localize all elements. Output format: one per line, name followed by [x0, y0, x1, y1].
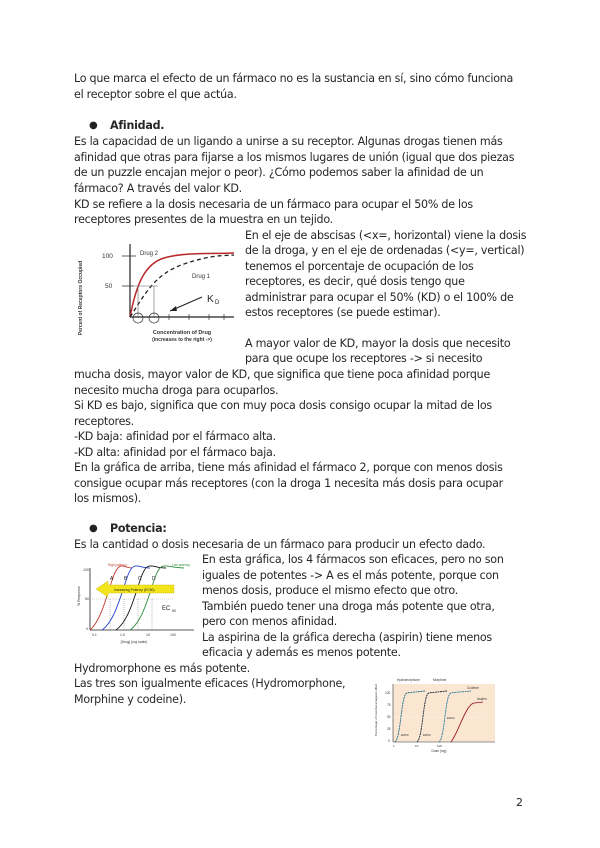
svg-text:Increasing Potency (EC50): Increasing Potency (EC50)	[114, 588, 155, 592]
afinidad-line: afinidad que otras para fijarse a los mismos lugares de unión (igual que dos piezas	[74, 151, 515, 164]
svg-text:(increases to the right ->): (increases to the right ->)	[152, 337, 212, 343]
svg-text:K: K	[207, 294, 214, 305]
afinidad-side-line: receptores, es decir, qué dosis tengo que	[245, 275, 465, 288]
svg-text:Drug 2: Drug 2	[140, 251, 159, 257]
svg-text:EC: EC	[162, 606, 171, 612]
afinidad-line: -KD baja: afinidad por el fármaco alta.	[74, 430, 276, 443]
potencia-side-line: También puedo tener una droga más potente que otra,	[202, 600, 495, 613]
svg-text:A: A	[110, 576, 114, 582]
svg-text:50: 50	[85, 597, 89, 601]
ylabel: Percent of Receptors Occupied	[78, 260, 84, 336]
svg-text:10: 10	[146, 633, 150, 637]
svg-text:C: C	[138, 576, 142, 582]
potencia-side-line: En esta gráfica, los 4 fármacos son eficaces, pero no son	[202, 553, 504, 566]
svg-text:25: 25	[387, 727, 391, 731]
svg-text:% Response: % Response	[77, 586, 81, 606]
afinidad-line: Es la capacidad de un ligando a unirse a su receptor. Algunas drogas tienen más	[74, 135, 503, 148]
potencia-side-line: menos dosis, produce el mismo efecto que otro.	[202, 584, 458, 597]
page-number: 2	[516, 796, 523, 809]
svg-text:Low potency: Low potency	[172, 563, 190, 567]
afinidad-side-line: En el eje de abscisas (<x=, horizontal) viene la dosis	[245, 229, 527, 242]
afinidad-side-line: estos receptores (se puede estimar).	[245, 306, 441, 319]
svg-text:100: 100	[102, 253, 113, 260]
svg-text:D: D	[152, 576, 156, 582]
afinidad-side-line: de la droga, y en el eje de ordenadas (<y=, vertical)	[245, 244, 525, 257]
svg-text:Drug 1: Drug 1	[192, 274, 211, 280]
afinidad-side-line: administrar para ocupar el 50% (KD) o el 100% de	[245, 291, 514, 304]
potencia-line: Las tres son igualmente eficaces (Hydromorphone,	[74, 677, 346, 690]
svg-text:1: 1	[393, 744, 395, 748]
svg-text:50: 50	[387, 715, 391, 719]
intro-line-1: Lo que marca el efecto de un fármaco no es la sustancia en sí, sino cómo funciona	[74, 72, 514, 85]
heading-afinidad: Afinidad.	[110, 119, 165, 132]
svg-text:10: 10	[415, 744, 419, 748]
svg-text:[Drug] (log scale): [Drug] (log scale)	[120, 640, 148, 644]
svg-text:Concentration of Drug: Concentration of Drug	[152, 330, 212, 336]
receptor-occupancy-figure	[74, 236, 242, 358]
heading-potencia: Potencia:	[110, 522, 167, 535]
potencia-line: Hydromorphone es más potente.	[74, 662, 250, 675]
svg-text:1.0: 1.0	[120, 633, 125, 637]
svg-text:100: 100	[170, 633, 176, 637]
svg-text:Percentage of maximal analgesi: Percentage of maximal analgesic effect	[374, 683, 378, 736]
afinidad-line: de un puzzle encajan mejor o peor). ¿Cómo podemos saber la afinidad de un	[74, 166, 484, 179]
svg-text:0: 0	[86, 627, 88, 631]
potencia-side-line: eficacia y además es menos potente.	[202, 646, 401, 659]
intro-line-2: el receptor sobre el que actúa.	[74, 88, 237, 101]
afinidad-line: necesito mucha droga para ocuparlos.	[74, 384, 279, 397]
afinidad-side-line: para que ocupe los receptores -> si necesito	[245, 352, 483, 365]
svg-text:Dose (mg): Dose (mg)	[431, 749, 447, 753]
svg-text:ED50: ED50	[423, 733, 431, 737]
svg-text:75: 75	[387, 703, 391, 707]
afinidad-line: fármaco? A través del valor KD.	[74, 182, 242, 195]
potencia-side-line: iguales de potentes -> A es el más potente, porque con	[202, 569, 499, 582]
svg-text:ED50: ED50	[447, 716, 455, 720]
afinidad-line: los mismos).	[74, 492, 142, 505]
afinidad-line: consigue ocupar más receptores (con la droga 1 necesita más dosis para ocupar	[74, 477, 503, 490]
svg-text:Hydromorphone: Hydromorphone	[397, 678, 420, 682]
potencia-side-line: La aspirina de la gráfica derecha (aspirin) tiene menos	[202, 631, 492, 644]
svg-text:Aspirin: Aspirin	[477, 697, 487, 701]
afinidad-line: KD se refiere a la dosis necesaria de un fármaco para ocupar el 50% de los	[74, 198, 473, 211]
afinidad-line: En la gráfica de arriba, tiene más afinidad el fármaco 2, porque con menos dosis	[74, 461, 503, 474]
afinidad-side-line: tenemos el porcentaje de ocupación de los	[245, 260, 474, 273]
svg-text:Morphine: Morphine	[433, 678, 447, 682]
svg-text:B: B	[124, 576, 128, 582]
potencia-line: Es la cantidad o dosis necesaria de un fármaco para producir un efecto dado.	[74, 538, 486, 551]
bullet-icon: ●	[89, 523, 98, 534]
svg-text:100: 100	[83, 568, 89, 572]
svg-text:D: D	[215, 300, 220, 306]
potencia-side-line: pero con menos afinidad.	[202, 615, 338, 628]
potencia-line: Morphine y codeine).	[74, 693, 187, 706]
afinidad-line: receptores presentes de la muestra en un tejido.	[74, 213, 333, 226]
opioid-dose-response-figure	[355, 672, 505, 754]
svg-text:100: 100	[437, 744, 443, 748]
drug2-curve	[130, 253, 234, 317]
svg-text:100: 100	[385, 691, 391, 695]
afinidad-line: mucha dosis, mayor valor de KD, que significa que tiene poca afinidad porque	[74, 368, 491, 381]
svg-text:Codeine: Codeine	[467, 686, 479, 690]
afinidad-line: Si KD es bajo, significa que con muy poca dosis consigo ocupar la mitad de los	[74, 399, 492, 412]
bullet-icon: ●	[89, 120, 98, 131]
afinidad-line: receptores.	[74, 415, 134, 428]
afinidad-line: -KD alta: afinidad por el fármaco baja.	[74, 446, 276, 459]
svg-text:ED50: ED50	[401, 733, 409, 737]
svg-text:50: 50	[105, 283, 113, 290]
svg-text:High potency: High potency	[108, 563, 127, 567]
potency-figure	[74, 560, 198, 646]
svg-text:50: 50	[172, 609, 176, 613]
svg-text:0.1: 0.1	[92, 633, 97, 637]
svg-text:0: 0	[388, 739, 390, 743]
afinidad-side-line: A mayor valor de KD, mayor la dosis que necesito	[245, 337, 511, 350]
